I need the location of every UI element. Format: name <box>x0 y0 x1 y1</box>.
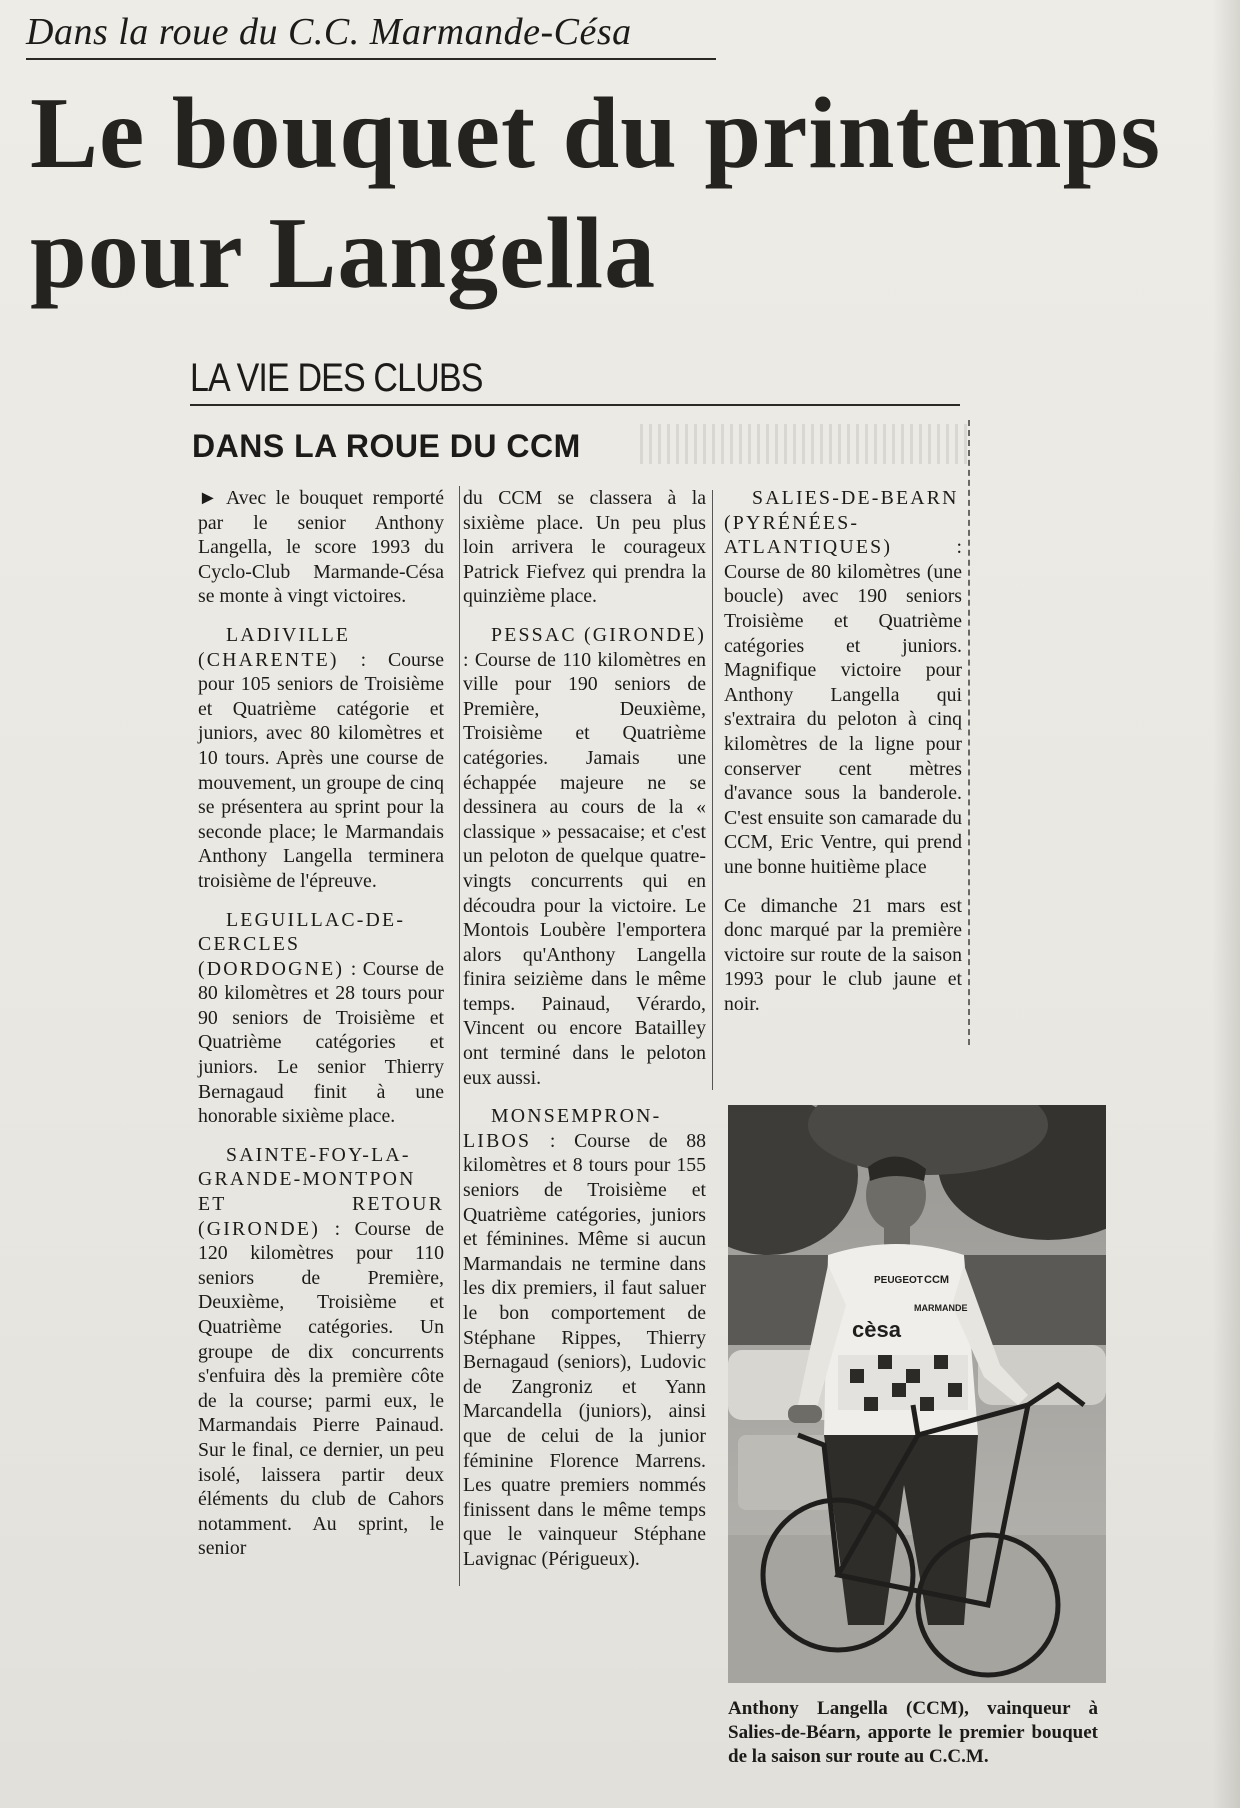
jersey-text-sponsor: cèsa <box>852 1317 901 1342</box>
result-salies <box>724 486 962 880</box>
result-monsempron <box>463 1104 706 1571</box>
rider-photo <box>728 1105 1106 1683</box>
photo-caption: Anthony Langella (CCM), vainqueur à Salies-de-Béarn, apporte le premier bouquet de la saison sur route au C.C.M. <box>728 1698 1098 1767</box>
result-text: : Course de 88 kilomètres et 8 tours pour 155 seniors de Troisième et Quatrième catégories, juniors et féminines. Même si aucun Marmandais ne termine dans les dix premiers, il faut saluer le bon comportement de Stéphane Rippes, Thierry Bernagaud (seniors), Ludovic de Zangroniz et Yann Marcandella (juniors), ainsi que de celui de la junior féminine Florence Marrens. Les quatre premiers nommés finissent dans le même temps que le vainqueur Stéphane Lavignac (Périgueux). <box>463 1129 706 1570</box>
result-ladiville <box>198 623 444 894</box>
column-rule <box>712 490 713 1090</box>
jersey-text-city: MARMANDE <box>914 1303 968 1313</box>
result-text: : Course de 120 kilomètres pour 110 seniors de Première, Deuxième, Troisième et Quatrième catégories. Un groupe de dix concurrents s'enfuira dès la première côte de la course; parmi eux, le Marmandais Pierre Painaud. Sur le final, ce dernier, un peu isolé, laissera partir deux éléments du club de Cahors notamment. Au sprint, le senior <box>198 1217 444 1560</box>
place-name: LADIVILLE (CHARENTE) <box>198 623 351 671</box>
jersey-text-ccm: CCM <box>924 1274 950 1286</box>
headline-line-1: Le bouquet du printemps <box>30 77 1162 190</box>
closing-paragraph: Ce dimanche 21 mars est donc marqué par la première victoire sur route de la saison 1993 pour le club jaune et noir. <box>724 894 962 1015</box>
place-name: MONSEMPRON-LIBOS <box>463 1105 662 1152</box>
result-text: : Course de 110 kilomètres en ville pour 190 seniors de Première, Deuxième, Troisième et Quatrième catégories. Jamais une échappée majeure ne se dessinera au cours de la « classique » pessacaise; et c'est un peloton de quelque quatre-vingts concurrents qui en découdra pour la victoire. Le Montois Loubère l'emportera alors qu'Anthony Langella finira seizième dans le même temps. Painaud, Vérardo, Vincent ou encore Batailley ont terminé dans le peloton eux aussi. <box>463 648 706 1089</box>
column-2 <box>459 486 706 1586</box>
result-pessac <box>463 623 706 1090</box>
result-sainte-foy <box>198 1143 444 1561</box>
place-name: SAINTE-FOY-LA-GRANDE-MONTPON ET RETOUR (GIRONDE) <box>198 1143 444 1240</box>
column-1 <box>198 486 444 1575</box>
result-text: : Course pour 105 seniors de Troisième et Quatrième catégorie et juniors, avec 80 kilomètres et 10 tours. Après une course de mouvement, un groupe de cinq se présentera au sprint pour la seconde place; le Marmandais Anthony Langella terminera troisième de l'épreuve. <box>198 648 444 892</box>
place-name: SALIES-DE-BEARN (PYRÉNÉES-ATLANTIQUES) <box>724 487 959 559</box>
kicker: Dans la roue du C.C. Marmande-Césa <box>26 10 716 60</box>
intro-paragraph: ► Avec le bouquet remporté par le senior Anthony Langella, le score 1993 du Cyclo-Club Marmande-Césa se monte à vingt victoires. <box>198 487 444 608</box>
result-text: : Course de 80 kilomètres (une boucle) avec 190 seniors Troisième et Quatrième catégories et juniors. Magnifique victoire pour Anthony Langella qui s'extraira du peloton à cinq kilomètres de la ligne pour conserver cent mètres d'avance sous la banderole. C'est ensuite son camarade du CCM, Eric Ventre, qui prend une bonne huitième place <box>724 536 962 878</box>
scissor-cut-line <box>968 420 970 1045</box>
rubric-label: LA VIE DES CLUBS <box>190 356 483 400</box>
headline <box>30 74 1240 314</box>
section-rubric <box>190 352 960 406</box>
place-name: PESSAC (GIRONDE) <box>491 623 706 646</box>
column-3 <box>724 486 962 1030</box>
place-name: LEGUILLAC-DE-CERCLES (DORDOGNE) <box>198 908 406 980</box>
result-leguillac <box>198 908 444 1129</box>
headline-line-2: pour Langella <box>30 197 657 310</box>
rider-photo-image <box>728 1105 1106 1683</box>
column-subhead: DANS LA ROUE DU CCM <box>192 428 581 464</box>
print-bleed-noise <box>640 424 970 464</box>
jersey-text-top: PEUGEOT <box>874 1275 923 1286</box>
continued-paragraph: du CCM se classera à la sixième place. Un peu plus loin arrivera le courageux Patrick Fiefvez qui prendra la quinzième place. <box>463 487 706 608</box>
result-text: : Course de 80 kilomètres et 28 tours pour 90 seniors de Troisième et Quatrième catégories et juniors. Le senior Thierry Bernagaud finit à une honorable sixième place. <box>198 957 444 1128</box>
